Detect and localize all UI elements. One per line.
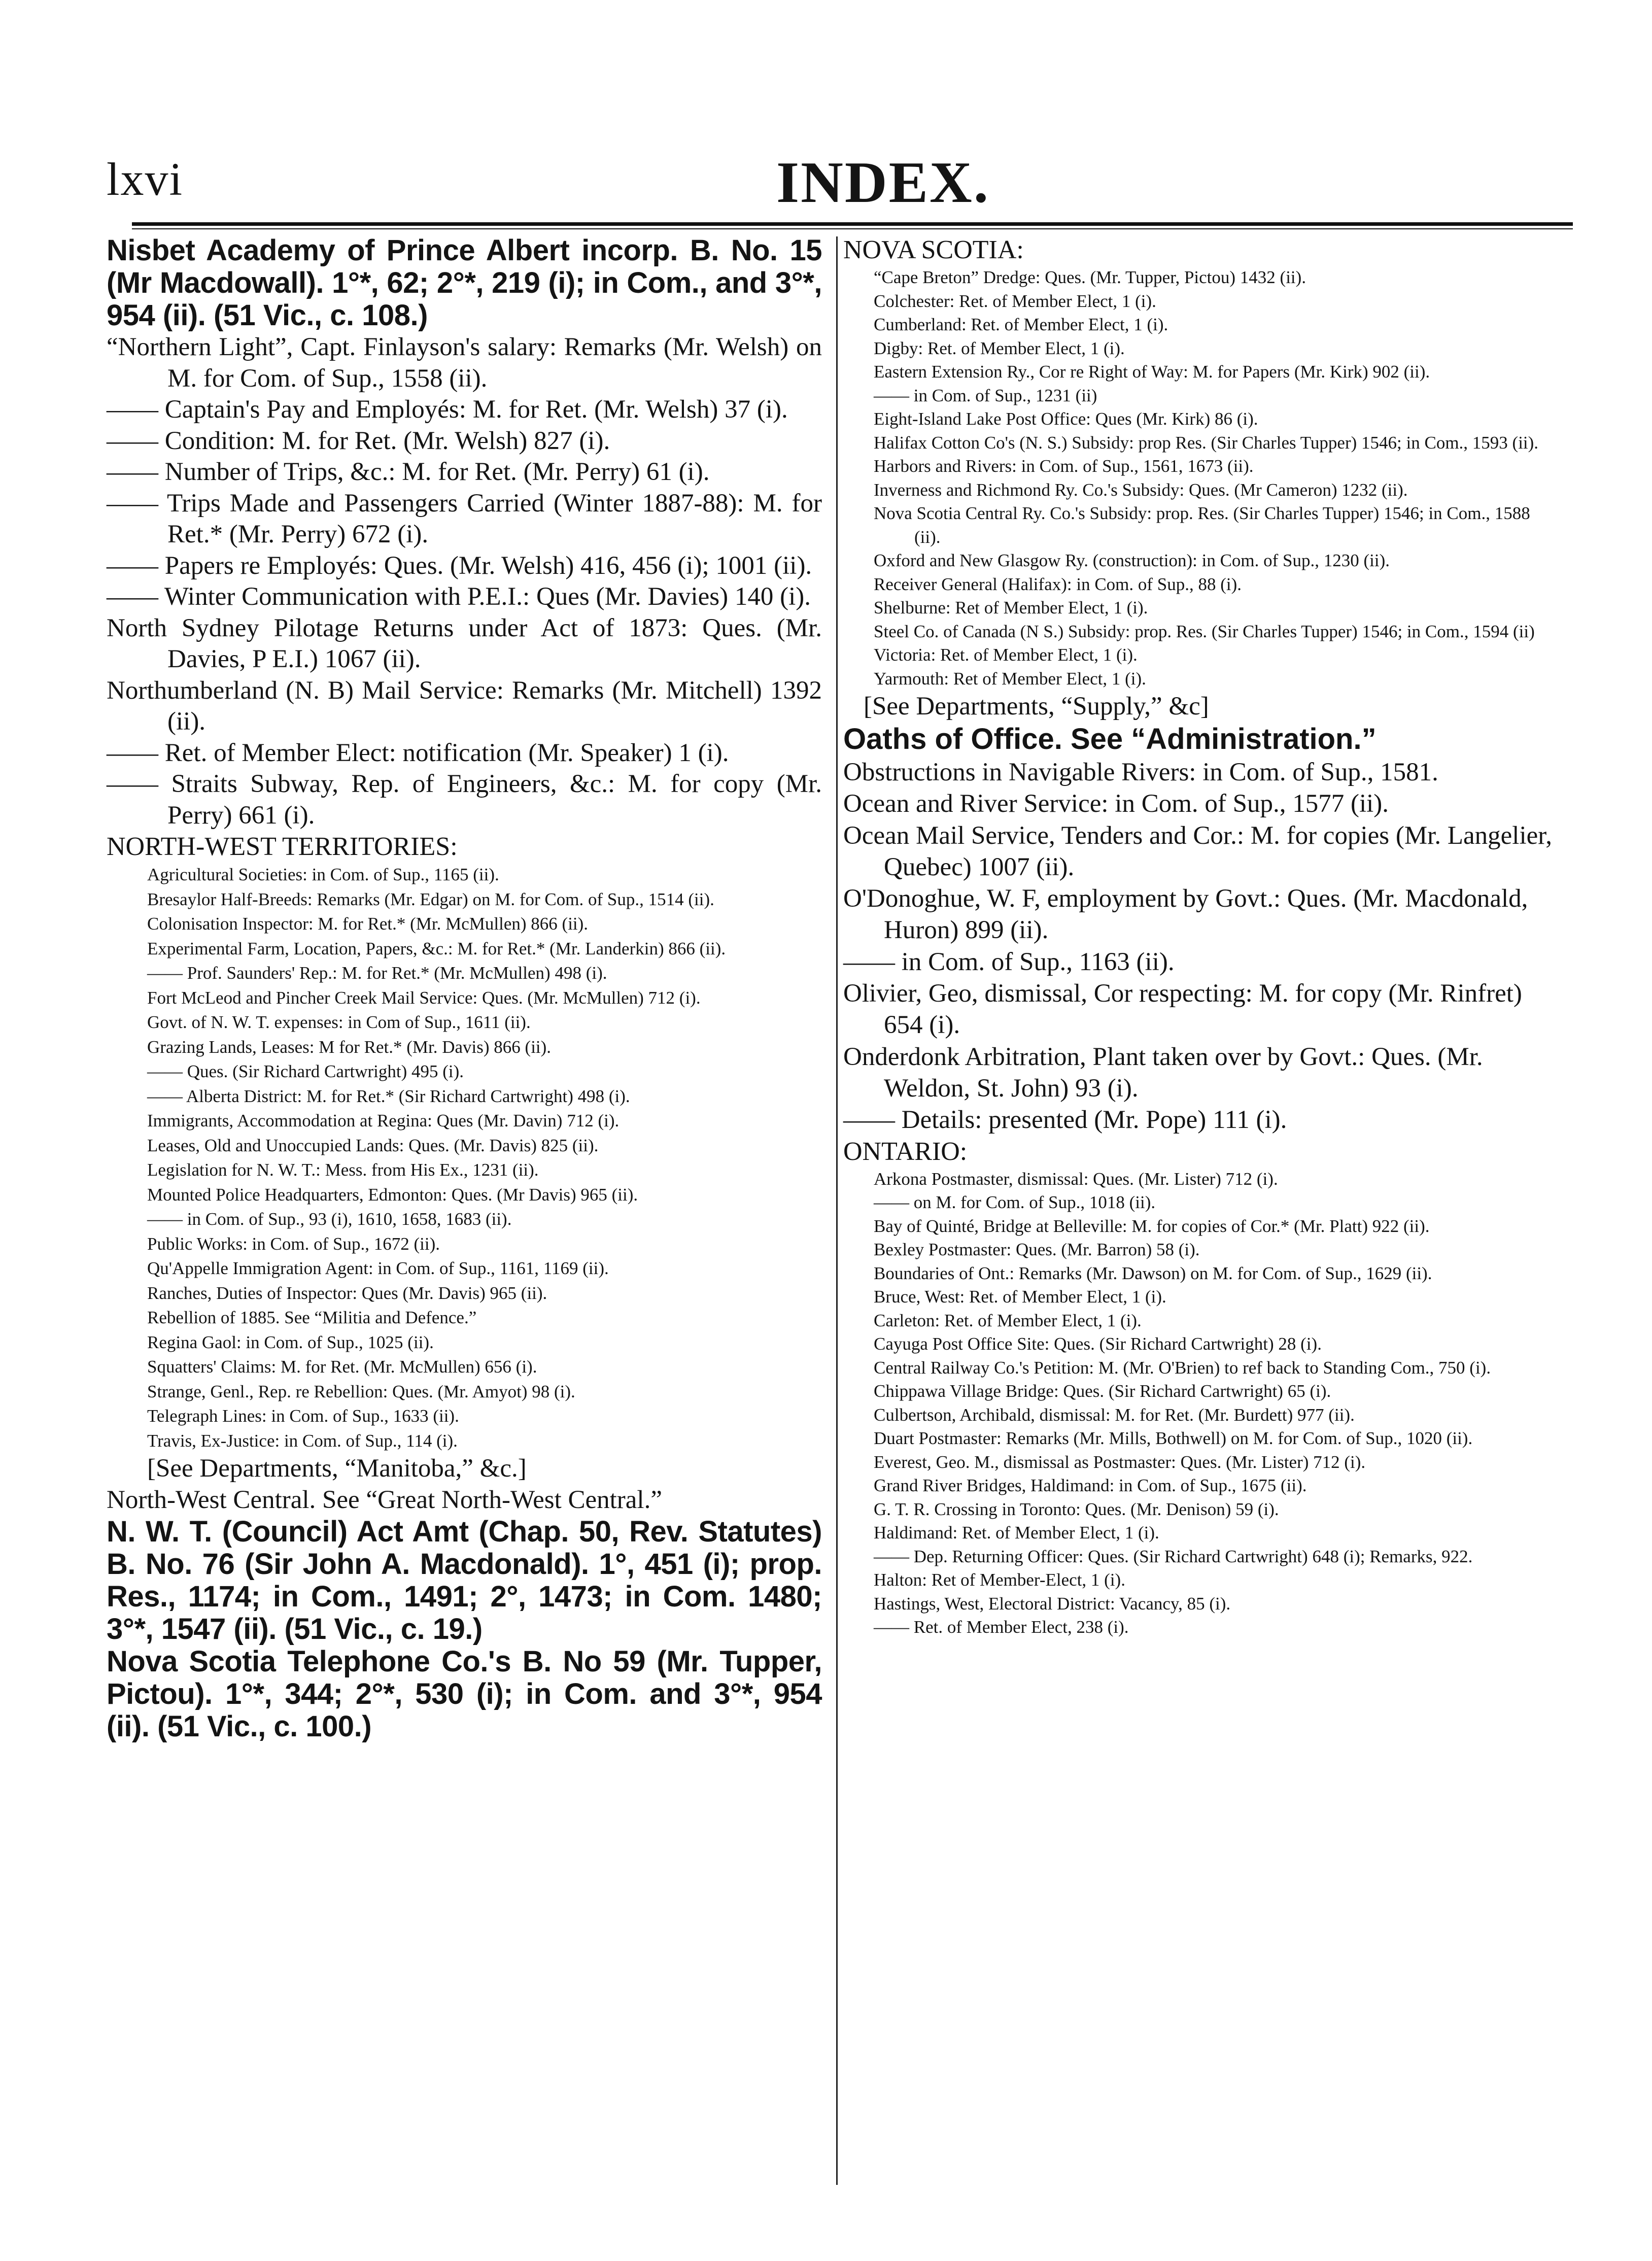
index-entry: Receiver General (Halifax): in Com. of Sup., 88 (i).: [874, 574, 1242, 594]
index-entry: Mounted Police Headquarters, Edmonton: Ques. (Mr Davis) 965 (ii).: [147, 1184, 638, 1205]
index-entry: Arkona Postmaster, dismissal: Ques. (Mr. Lister) 712 (i).: [874, 1169, 1278, 1189]
index-entry: Public Works: in Com. of Sup., 1672 (ii).: [147, 1234, 440, 1254]
page-title: INDEX.: [776, 150, 990, 215]
index-entry: “Northern Light”, Capt. Finlayson's salary: Remarks (Mr. Welsh) on M. for Com. of Sup., 1558 (ii).: [107, 333, 822, 393]
index-entry: Strange, Genl., Rep. re Rebellion: Ques. (Mr. Amyot) 98 (i).: [147, 1381, 575, 1401]
index-entry: Govt. of N. W. T. expenses: in Com of Sup., 1611 (ii).: [147, 1012, 531, 1032]
index-entry: —— Alberta District: M. for Ret.* (Sir Richard Cartwright) 498 (i).: [147, 1086, 630, 1106]
index-entry: Nova Scotia Telephone Co.'s B. No 59 (Mr. Tupper, Pictou). 1°*, 344; 2°*, 530 (i); in Com. and 3°*, 954 (ii). (51 Vic., c. 100.): [107, 1645, 822, 1743]
index-entry: Travis, Ex-Justice: in Com. of Sup., 114 (i).: [147, 1430, 458, 1451]
index-entry: Obstructions in Navigable Rivers: in Com. of Sup., 1581.: [843, 758, 1438, 786]
index-entry: —— Winter Communication with P.E.I.: Ques (Mr. Davies) 140 (i).: [107, 583, 811, 611]
index-entry: Regina Gaol: in Com. of Sup., 1025 (ii).: [147, 1332, 434, 1352]
index-entry: Inverness and Richmond Ry. Co.'s Subsidy: Ques. (Mr Cameron) 1232 (ii).: [874, 479, 1408, 500]
index-entry: —— in Com. of Sup., 1163 (ii).: [843, 947, 1175, 976]
index-entry: Olivier, Geo, dismissal, Cor respecting: M. for copy (Mr. Rinfret) 654 (i).: [843, 979, 1522, 1040]
index-entry: Nisbet Academy of Prince Albert incorp. B. No. 15 (Mr Macdowall). 1°*, 62; 2°*, 219 (i); in Com., and 3°*, 954 (ii). (51 Vic., c. 108.): [107, 234, 822, 332]
index-entry: Yarmouth: Ret of Member Elect, 1 (i).: [874, 668, 1146, 689]
index-entry: Experimental Farm, Location, Papers, &c.: M. for Ret.* (Mr. Landerkin) 866 (ii).: [147, 938, 726, 958]
cross-reference: [See Departments, “Manitoba,” &c.]: [147, 1454, 527, 1483]
index-entry: Halifax Cotton Co's (N. S.) Subsidy: prop Res. (Sir Charles Tupper) 1546; in Com., 1593 (ii).: [874, 432, 1539, 453]
index-entry: Onderdonk Arbitration, Plant taken over by Govt.: Ques. (Mr. Weldon, St. John) 93 (i).: [843, 1042, 1483, 1103]
index-entry: Nova Scotia Central Ry. Co.'s Subsidy: prop. Res. (Sir Charles Tupper) 1546; in Com., 1588 (ii).: [874, 503, 1530, 547]
index-entry: Legislation for N. W. T.: Mess. from His Ex., 1231 (ii).: [147, 1160, 539, 1180]
index-entry: Agricultural Societies: in Com. of Sup., 1165 (ii).: [147, 865, 499, 884]
index-entry: Eastern Extension Ry., Cor re Right of Way: M. for Papers (Mr. Kirk) 902 (ii).: [874, 362, 1430, 382]
index-entry: —— Prof. Saunders' Rep.: M. for Ret.* (Mr. McMullen) 498 (i).: [147, 963, 607, 983]
index-entry: Grazing Lands, Leases: M for Ret.* (Mr. Davis) 866 (ii).: [147, 1037, 552, 1057]
index-entry: Harbors and Rivers: in Com. of Sup., 1561, 1673 (ii).: [874, 456, 1254, 476]
index-entry: —— Condition: M. for Ret. (Mr. Welsh) 827 (i).: [107, 426, 610, 455]
index-entry: Steel Co. of Canada (N S.) Subsidy: prop. Res. (Sir Charles Tupper) 1546; in Com., 1594 (ii): [874, 621, 1535, 641]
page-header: [101, 152, 1563, 228]
index-entry: Telegraph Lines: in Com. of Sup., 1633 (ii).: [147, 1406, 459, 1426]
index-entry: —— Captain's Pay and Employés: M. for Ret. (Mr. Welsh) 37 (i).: [107, 395, 788, 424]
index-entry: Fort McLeod and Pincher Creek Mail Service: Ques. (Mr. McMullen) 712 (i).: [147, 987, 701, 1008]
index-entry: Culbertson, Archibald, dismissal: M. for Ret. (Mr. Burdett) 977 (ii).: [874, 1404, 1355, 1425]
cross-reference: [See Departments, “Supply,” &c]: [864, 692, 1209, 721]
index-entry: Chippawa Village Bridge: Ques. (Sir Richard Cartwright) 65 (i).: [874, 1381, 1331, 1401]
index-entry: —— Straits Subway, Rep. of Engineers, &c.: M. for copy (Mr. Perry) 661 (i).: [107, 770, 822, 830]
index-entry: Bresaylor Half-Breeds: Remarks (Mr. Edgar) on M. for Com. of Sup., 1514 (ii).: [147, 889, 714, 909]
index-entry: Cayuga Post Office Site: Ques. (Sir Richard Cartwright) 28 (i).: [874, 1334, 1322, 1354]
index-entry: Eight-Island Lake Post Office: Ques (Mr. Kirk) 86 (i).: [874, 409, 1258, 429]
index-entry: Duart Postmaster: Remarks (Mr. Mills, Bothwell) on M. for Com. of Sup., 1020 (ii).: [874, 1428, 1473, 1449]
index-entry: Bexley Postmaster: Ques. (Mr. Barron) 58 (i).: [874, 1240, 1200, 1260]
index-entry: Victoria: Ret. of Member Elect, 1 (i).: [874, 645, 1138, 665]
index-entry: Ocean and River Service: in Com. of Sup., 1577 (ii).: [843, 790, 1389, 818]
index-entry: —— in Com. of Sup., 1231 (ii): [874, 385, 1097, 405]
index-entry: Boundaries of Ont.: Remarks (Mr. Dawson) on M. for Com. of Sup., 1629 (ii).: [874, 1263, 1432, 1283]
index-entry: —— Trips Made and Passengers Carried (Winter 1887-88): M. for Ret.* (Mr. Perry) 672 (i).: [107, 489, 822, 549]
index-entry: Oxford and New Glasgow Ry. (construction): in Com. of Sup., 1230 (ii).: [874, 551, 1390, 570]
column-divider: [836, 236, 838, 2185]
index-entry: Cumberland: Ret. of Member Elect, 1 (i).: [874, 315, 1168, 334]
index-entry: Everest, Geo. M., dismissal as Postmaster: Ques. (Mr. Lister) 712 (i).: [874, 1452, 1366, 1472]
index-entry: Halton: Ret of Member-Elect, 1 (i).: [874, 1570, 1125, 1590]
section-heading: NOVA SCOTIA:: [843, 235, 1024, 264]
index-entry: —— on M. for Com. of Sup., 1018 (ii).: [874, 1192, 1156, 1213]
index-entry: Qu'Appelle Immigration Agent: in Com. of Sup., 1161, 1169 (ii).: [147, 1258, 609, 1278]
index-entry: —— Details: presented (Mr. Pope) 111 (i).: [843, 1106, 1287, 1135]
header-rule: [132, 222, 1573, 229]
index-entry: North Sydney Pilotage Returns under Act of 1873: Ques. (Mr. Davies, P E.I.) 1067 (ii).: [107, 613, 822, 673]
index-entry: —— Dep. Returning Officer: Ques. (Sir Richard Cartwright) 648 (i); Remarks, 922.: [874, 1546, 1473, 1566]
index-entry: Immigrants, Accommodation at Regina: Ques (Mr. Davin) 712 (i).: [147, 1111, 620, 1130]
section-heading: NORTH-WEST TERRITORIES:: [107, 832, 458, 861]
index-entry: Shelburne: Ret of Member Elect, 1 (i).: [874, 598, 1148, 618]
index-entry: Haldimand: Ret. of Member Elect, 1 (i).: [874, 1523, 1159, 1543]
index-entry: Leases, Old and Unoccupied Lands: Ques. (Mr. Davis) 825 (ii).: [147, 1135, 599, 1155]
left-column: [107, 234, 822, 1743]
page-number: lxvi: [107, 153, 184, 205]
index-entry: Rebellion of 1885. See “Militia and Defence.”: [147, 1308, 477, 1327]
index-entry: —— Number of Trips, &c.: M. for Ret. (Mr. Perry) 61 (i).: [107, 458, 710, 486]
index-entry: G. T. R. Crossing in Toronto: Ques. (Mr. Denison) 59 (i).: [874, 1499, 1279, 1519]
index-entry: Ocean Mail Service, Tenders and Cor.: M. for copies (Mr. Langelier, Quebec) 1007 (ii).: [843, 821, 1552, 881]
index-entry: —— in Com. of Sup., 93 (i), 1610, 1658, 1683 (ii).: [147, 1209, 512, 1229]
right-column: [843, 234, 1554, 1639]
index-entry: Hastings, West, Electoral District: Vacancy, 85 (i).: [874, 1593, 1231, 1614]
index-entry: Bay of Quinté, Bridge at Belleville: M. for copies of Cor.* (Mr. Platt) 922 (ii).: [874, 1216, 1430, 1236]
index-entry: Ranches, Duties of Inspector: Ques (Mr. Davis) 965 (ii).: [147, 1283, 547, 1303]
index-entry: —— Papers re Employés: Ques. (Mr. Welsh) 416, 456 (i); 1001 (ii).: [107, 551, 812, 580]
index-entry: Central Railway Co.'s Petition: M. (Mr. O'Brien) to ref back to Standing Com., 750 (i).: [874, 1357, 1491, 1378]
index-entry: North-West Central. See “Great North-West Central.”: [107, 1485, 662, 1514]
index-entry: Oaths of Office. See “Administration.”: [843, 723, 1376, 756]
index-entry: Digby: Ret. of Member Elect, 1 (i).: [874, 338, 1125, 358]
index-entry: Colonisation Inspector: M. for Ret.* (Mr. McMullen) 866 (ii).: [147, 914, 589, 934]
index-entry: O'Donoghue, W. F, employment by Govt.: Ques. (Mr. Macdonald, Huron) 899 (ii).: [843, 884, 1528, 945]
index-entry: —— Ques. (Sir Richard Cartwright) 495 (i).: [147, 1061, 464, 1081]
index-entry: Northumberland (N. B) Mail Service: Remarks (Mr. Mitchell) 1392 (ii).: [107, 676, 822, 736]
index-entry: N. W. T. (Council) Act Amt (Chap. 50, Rev. Statutes) B. No. 76 (Sir John A. Macdonald). 1°, 451 (i); prop. Res., 1174; in Com., 1491; 2°, 1473; in Com. 1480; 3°*, 1547 (ii). (51 Vic., c. 19.): [107, 1515, 822, 1646]
section-heading: ONTARIO:: [843, 1137, 968, 1166]
index-entry: Colchester: Ret. of Member Elect, 1 (i).: [874, 291, 1156, 311]
index-entry: Grand River Bridges, Haldimand: in Com. of Sup., 1675 (ii).: [874, 1476, 1307, 1496]
index-entry: Squatters' Claims: M. for Ret. (Mr. McMullen) 656 (i).: [147, 1357, 537, 1377]
index-entry: —— Ret. of Member Elect: notification (Mr. Speaker) 1 (i).: [107, 738, 729, 767]
index-entry: Carleton: Ret. of Member Elect, 1 (i).: [874, 1310, 1142, 1330]
index-entry: Bruce, West: Ret. of Member Elect, 1 (i).: [874, 1287, 1166, 1307]
index-entry: “Cape Breton” Dredge: Ques. (Mr. Tupper, Pictou) 1432 (ii).: [874, 267, 1306, 287]
index-entry: —— Ret. of Member Elect, 238 (i).: [874, 1617, 1129, 1637]
